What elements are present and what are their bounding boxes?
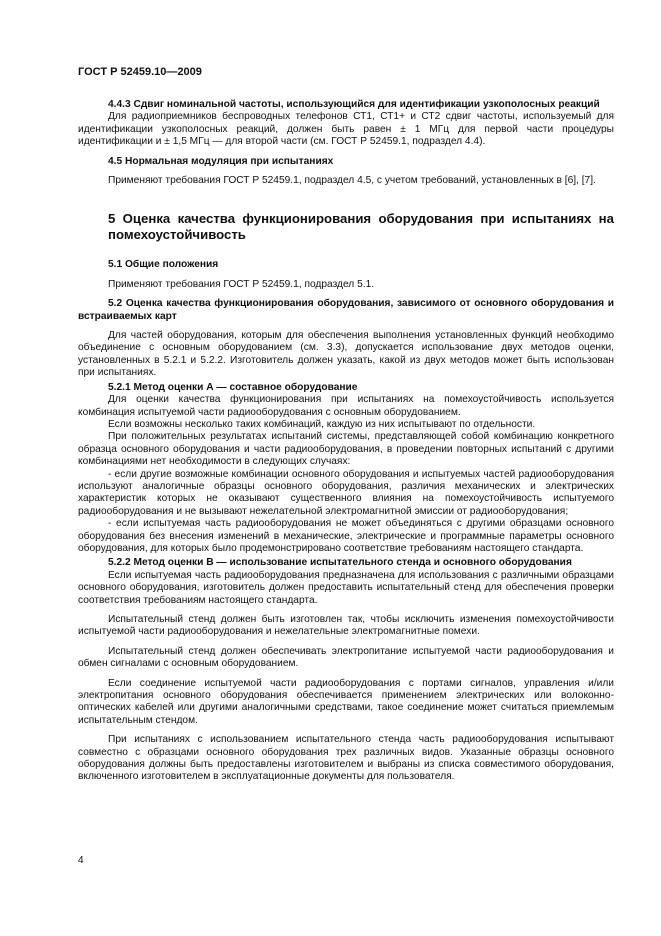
paragraph: Для оценки качества функционирования при испытаниях на помехоустойчивость используется комбинация испытуемой части радиооборудования с основным оборудованием.: [78, 394, 614, 418]
list-item: - если другие возможные комбинации основного оборудования и испытуемых частей радиооборудования используют аналогичные образцы основного оборудования, различия механических и электрических характеристик которых не оказывают существенного влияния на помехоустойчивость испытуемого радиооборудования и не вызывают нежелательной электромагнитной эмиссии от радиооборудования;: [78, 468, 614, 517]
standard-header: ГОСТ Р 52459.10—2009: [78, 66, 202, 78]
section-5-2-1-title: 5.2.1 Метод оценки А — составное оборудование: [108, 381, 358, 393]
paragraph: Если испытуемая часть радиооборудования предназначена для использования с различными образцами основного оборудования, изготовитель должен предоставить испытательный стенд для обеспечения проверки соответствия требованиям настоящего стандарта.: [78, 569, 614, 606]
paragraph: Испытательный стенд должен обеспечивать электропитание испытуемой части радиооборудования и обмен сигналами с основным оборудованием.: [78, 645, 614, 670]
paragraph: Если соединение испытуемой части радиооборудования с портами сигналов, управления и/или электропитания основного оборудования обеспечивается применением электрических или волоконно-оптических кабелей или другими аналогичными средствами, такое соединение может считаться приемлемым испытательным стендом.: [78, 677, 614, 726]
section-4-5-title: 4.5 Нормальная модуляция при испытаниях: [108, 155, 334, 167]
paragraph: При испытаниях с использованием испытательного стенда часть радиооборудования испытывают совместно с образцами основного оборудования трех различных видов. Указанные образцы основного оборудования должны быть предоставлены изготовителем и выбраны из списка совместимого оборудования, включенного изготовителем в эксплуатационные документы для пользователя.: [78, 734, 614, 783]
page-number: 4: [78, 855, 84, 866]
section-4-4-3-title: 4.4.3 Сдвиг номинальной частоты, использующийся для идентификации узкополосных реакций: [108, 99, 600, 110]
section-4-5-text: Применяют требования ГОСТ Р 52459.1, подраздел 4.5, с учетом требований, установленных в [6], [7].: [108, 175, 596, 187]
paragraph: При положительных результатах испытаний системы, представляющей собой комбинацию конкретного образца основного оборудования и части радиооборудования, в проведении повторных испытаний с другими комбинациями нет необходимости в следующих случаях:: [78, 431, 614, 468]
section-5-2-2-title: 5.2.2 Метод оценки В — использование испытательного стенда и основного оборудования: [108, 557, 572, 569]
section-5-2-title: 5.2 Оценка качества функционирования оборудования, зависимого от основного оборудования и встраиваемых карт: [78, 298, 614, 322]
section-5-title: 5 Оценка качества функционирования оборудования при испытаниях на помехоустойчивость: [108, 211, 614, 243]
section-5-1-title: 5.1 Общие положения: [108, 259, 219, 271]
document-body: [78, 97, 614, 784]
section-5-1-text: Применяют требования ГОСТ Р 52459.1, подраздел 5.1.: [108, 278, 375, 290]
paragraph: Если возможны несколько таких комбинаций, каждую из них испытывают по отдельности.: [108, 418, 536, 430]
paragraph: Испытательный стенд должен быть изготовлен так, чтобы исключить изменения помехоустойчивости испытуемой части радиооборудования и нежелательные электромагнитные помехи.: [78, 614, 614, 638]
list-item: - если испытуемая часть радиооборудования не может объединяться с другими образцами основного оборудования без внесения изменений в механические, электрические и программные параметры основного оборудования, для которых было продемонстрировано соответствие требованиям настоящего стандарта.: [78, 518, 614, 554]
section-5-2-text: Для частей оборудования, которым для обеспечения выполнения установленных функций необходимо объединение с основным оборудованием (см. 3.3), допускается использование двух методов оценки, установленных в 5.2.1 и 5.2.2. Изготовитель должен указать, какой из двух методов может быть использован при испытаниях.: [78, 330, 614, 379]
section-4-4-3-text: Для радиоприемников беспроводных телефонов СТ1, СТ1+ и СТ2 сдвиг частоты, используемый для идентификации узкополосных реакций, должен быть равен ± 1 МГц для первой части процедуры идентификации и ± 1,5 МГц — для второй части (см. ГОСТ Р 52459.1, подраздел 4.4).: [78, 111, 614, 148]
